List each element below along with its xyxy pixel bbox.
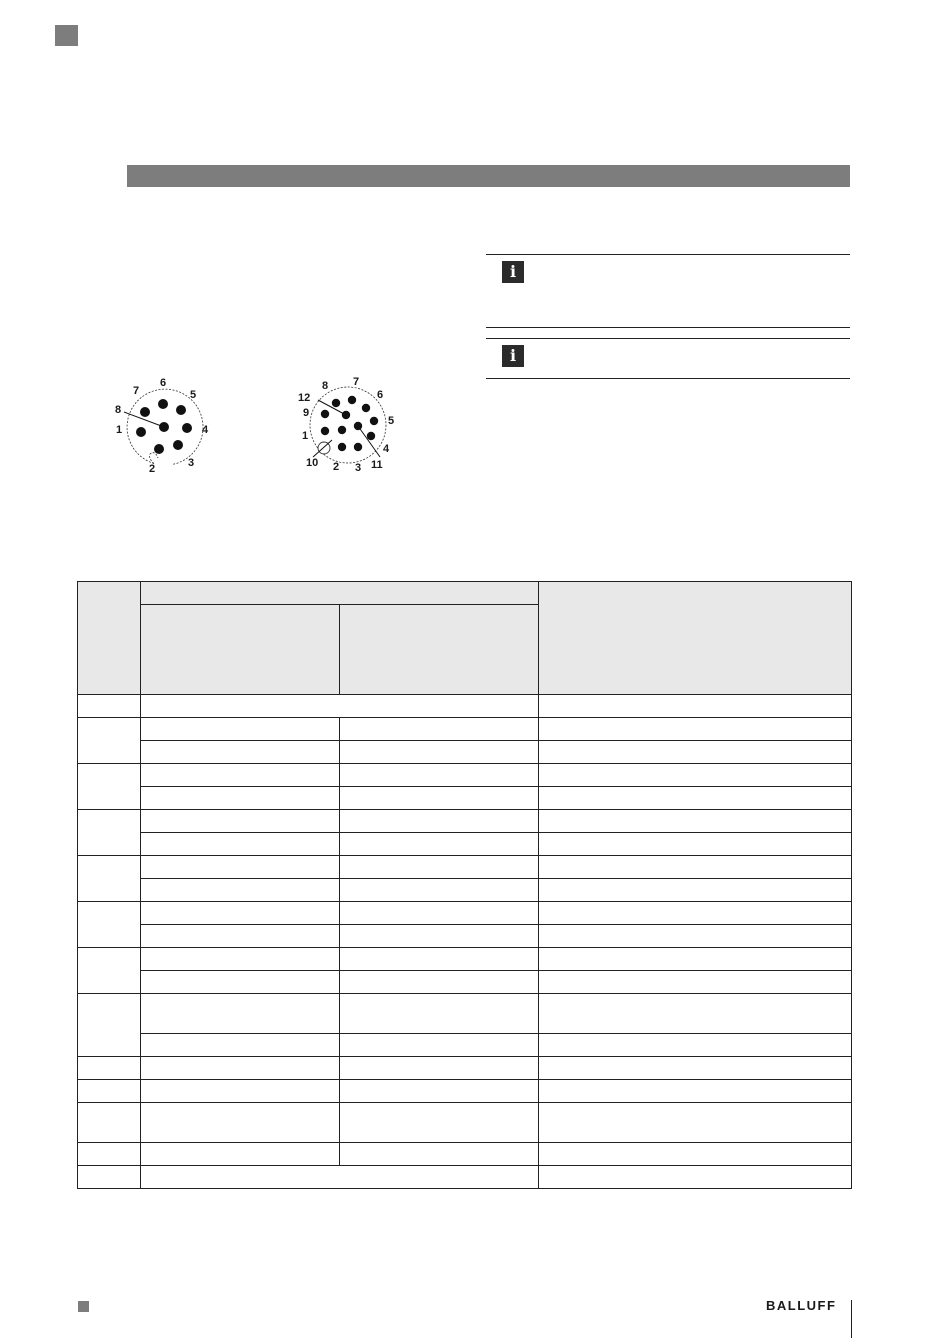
pin-label: 9 bbox=[303, 407, 310, 419]
info-icon: i bbox=[502, 345, 524, 367]
page-footer-marker bbox=[78, 1301, 89, 1312]
note-divider bbox=[486, 378, 850, 379]
table-row bbox=[78, 718, 852, 741]
pin-label: 3 bbox=[188, 457, 195, 469]
pin-label: 6 bbox=[377, 389, 384, 401]
pin-label: 10 bbox=[306, 457, 319, 469]
table-row bbox=[78, 1166, 852, 1189]
table-row bbox=[78, 856, 852, 879]
footer-divider bbox=[851, 1300, 852, 1338]
table-header-cell bbox=[78, 582, 141, 695]
table-row bbox=[78, 971, 852, 994]
note-divider bbox=[486, 338, 850, 339]
note-divider bbox=[486, 327, 850, 328]
pin-label: 5 bbox=[190, 389, 197, 401]
table-row bbox=[78, 695, 852, 718]
pin-label: 8 bbox=[322, 380, 329, 392]
table-header-row bbox=[78, 582, 852, 605]
table-row bbox=[78, 764, 852, 787]
table-row bbox=[78, 902, 852, 925]
pin-label: 2 bbox=[333, 461, 340, 473]
pin-label: 12 bbox=[298, 392, 311, 404]
info-icon: i bbox=[502, 261, 524, 283]
table-row bbox=[78, 833, 852, 856]
table-header-cell bbox=[141, 582, 539, 605]
table-row bbox=[78, 1103, 852, 1143]
pin-label: 2 bbox=[149, 463, 156, 475]
pin-label: 11 bbox=[371, 459, 383, 471]
table-row bbox=[78, 810, 852, 833]
table-row bbox=[78, 925, 852, 948]
pin-label: 8 bbox=[115, 404, 122, 416]
pin-label: 4 bbox=[202, 424, 209, 436]
table-row bbox=[78, 1057, 852, 1080]
pin-label: 6 bbox=[160, 377, 167, 389]
table-row bbox=[78, 1080, 852, 1103]
table-row bbox=[78, 994, 852, 1034]
pin-label: 5 bbox=[388, 415, 395, 427]
page-corner-marker bbox=[55, 25, 78, 46]
section-header-bar bbox=[127, 165, 850, 187]
pin-label: 7 bbox=[353, 376, 360, 388]
pin-assignment-table bbox=[77, 581, 852, 1189]
table-row bbox=[78, 1143, 852, 1166]
table-row bbox=[78, 948, 852, 971]
table-header-cell bbox=[141, 605, 340, 695]
table-row bbox=[78, 879, 852, 902]
pin-label: 4 bbox=[383, 443, 390, 455]
pin-label: 7 bbox=[133, 385, 140, 397]
table-header-cell bbox=[340, 605, 539, 695]
connector-12pin-diagram bbox=[296, 372, 406, 478]
table-header-cell bbox=[539, 582, 852, 695]
pin-label: 3 bbox=[355, 462, 362, 474]
table-row bbox=[78, 741, 852, 764]
note-divider bbox=[486, 254, 850, 255]
pin-label: 1 bbox=[116, 424, 123, 436]
pin-label: 1 bbox=[302, 430, 309, 442]
brand-logo: BALLUFF bbox=[766, 1298, 837, 1313]
connector-8pin-diagram bbox=[108, 372, 218, 478]
table-row bbox=[78, 1034, 852, 1057]
table-row bbox=[78, 787, 852, 810]
